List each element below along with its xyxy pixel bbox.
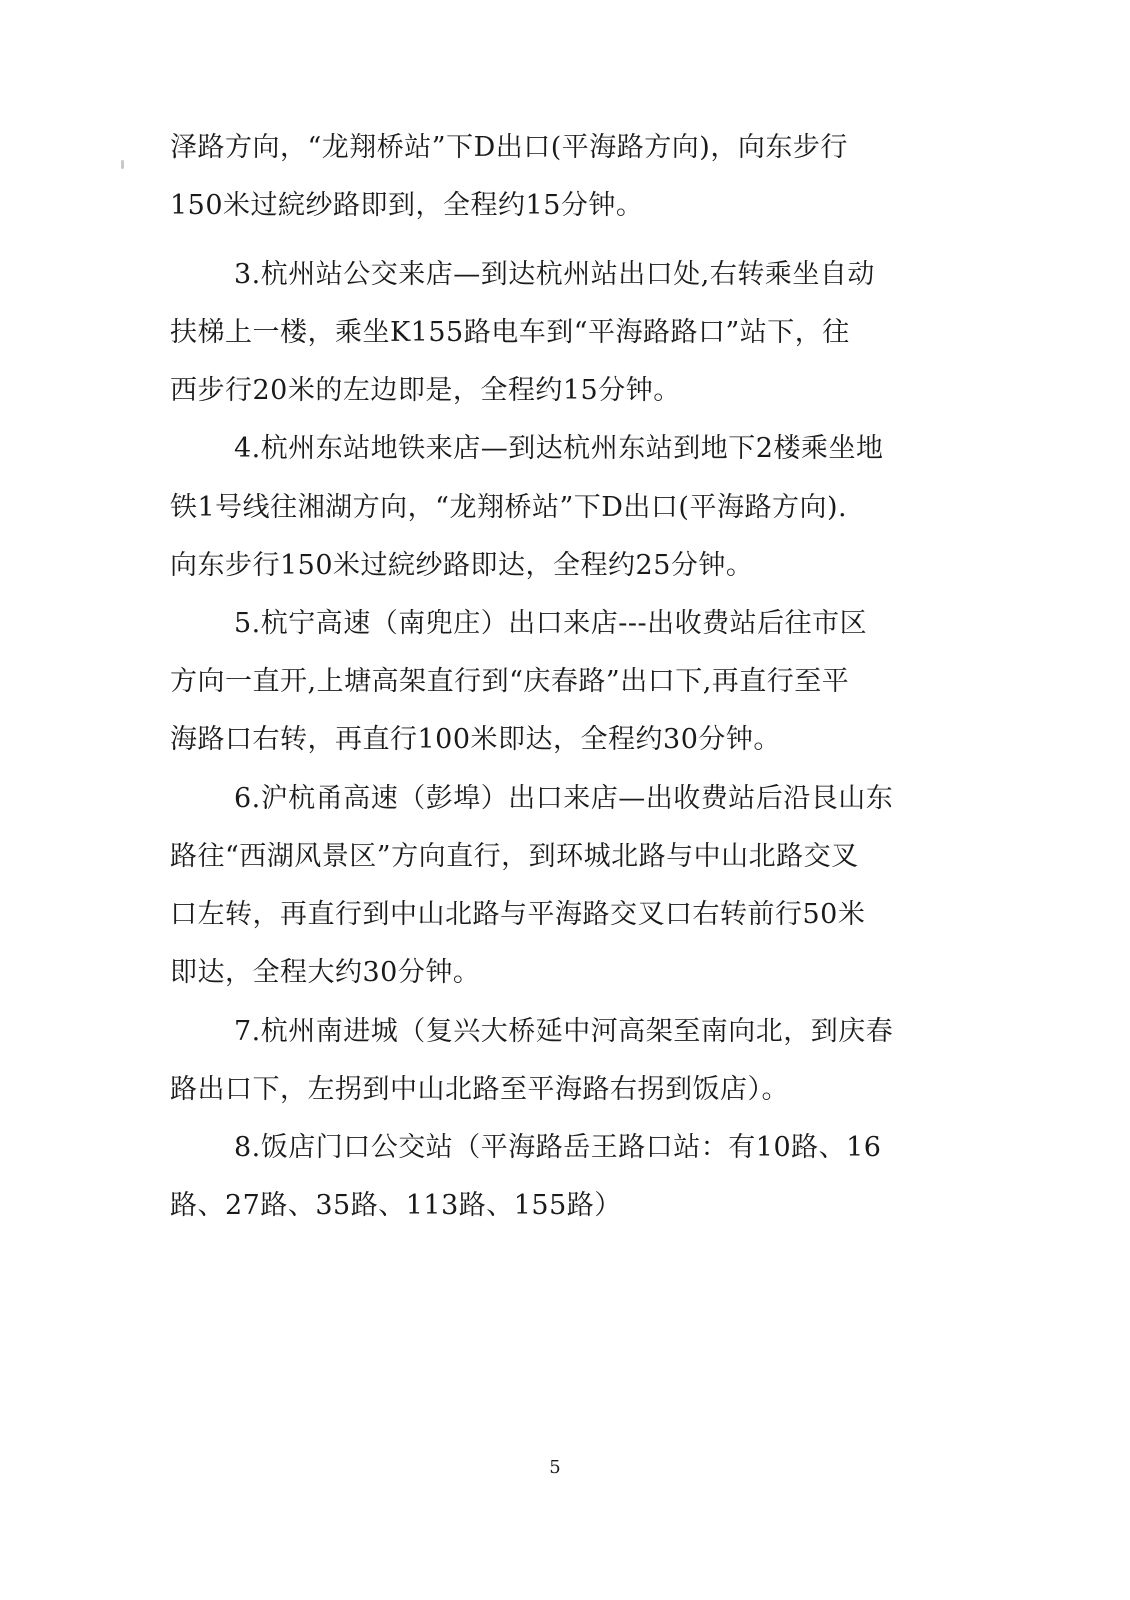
page-number: 5	[549, 1457, 561, 1478]
text-line: 路出口下，左拐到中山北路至平海路右拐到饭店）。	[170, 1074, 789, 1105]
text-line: 海路口右转，再直行100米即达，全程约30分钟。	[170, 724, 781, 755]
text-line: 6.沪杭甬高速（彭埠）出口来店—出收费站后沿艮山东	[234, 783, 894, 814]
text-line: 7.杭州南进城（复兴大桥延中河高架至南向北，到庆春	[234, 1016, 894, 1047]
text-line: 5.杭宁高速（南兜庄）出口来店---出收费站后往市区	[234, 608, 868, 639]
text-line: 向东步行150米过綄纱路即达，全程约25分钟。	[170, 550, 754, 581]
text-line: 方向一直开,上塘高架直行到“庆春路”出口下,再直行至平	[170, 666, 850, 697]
text-line: 扶梯上一楼，乘坐K155路电车到“平海路路口”站下，往	[170, 317, 850, 348]
text-line: 8.饭店门口公交站（平海路岳王路口站：有10路、16	[234, 1132, 882, 1163]
text-line: 3.杭州站公交来店—到达杭州站出口处,右转乘坐自动	[234, 259, 875, 290]
text-line: 路往“西湖风景区”方向直行，到环城北路与中山北路交叉	[170, 841, 859, 872]
text-line: 即达，全程大约30分钟。	[170, 957, 481, 988]
text-line: 泽路方向，“龙翔桥站”下D出口(平海路方向)，向东步行	[170, 132, 848, 163]
scan-speck	[121, 160, 124, 169]
text-line: 铁1号线往湘湖方向，“龙翔桥站”下D出口(平海路方向).	[170, 492, 848, 523]
text-line: 150米过綄纱路即到，全程约15分钟。	[170, 190, 644, 221]
text-line: 西步行20米的左边即是，全程约15分钟。	[170, 375, 681, 406]
text-line: 4.杭州东站地铁来店—到达杭州东站到地下2楼乘坐地	[234, 433, 884, 464]
text-line: 路、27路、35路、113路、155路）	[170, 1190, 622, 1221]
text-line: 口左转，再直行到中山北路与平海路交叉口右转前行50米	[170, 899, 866, 930]
